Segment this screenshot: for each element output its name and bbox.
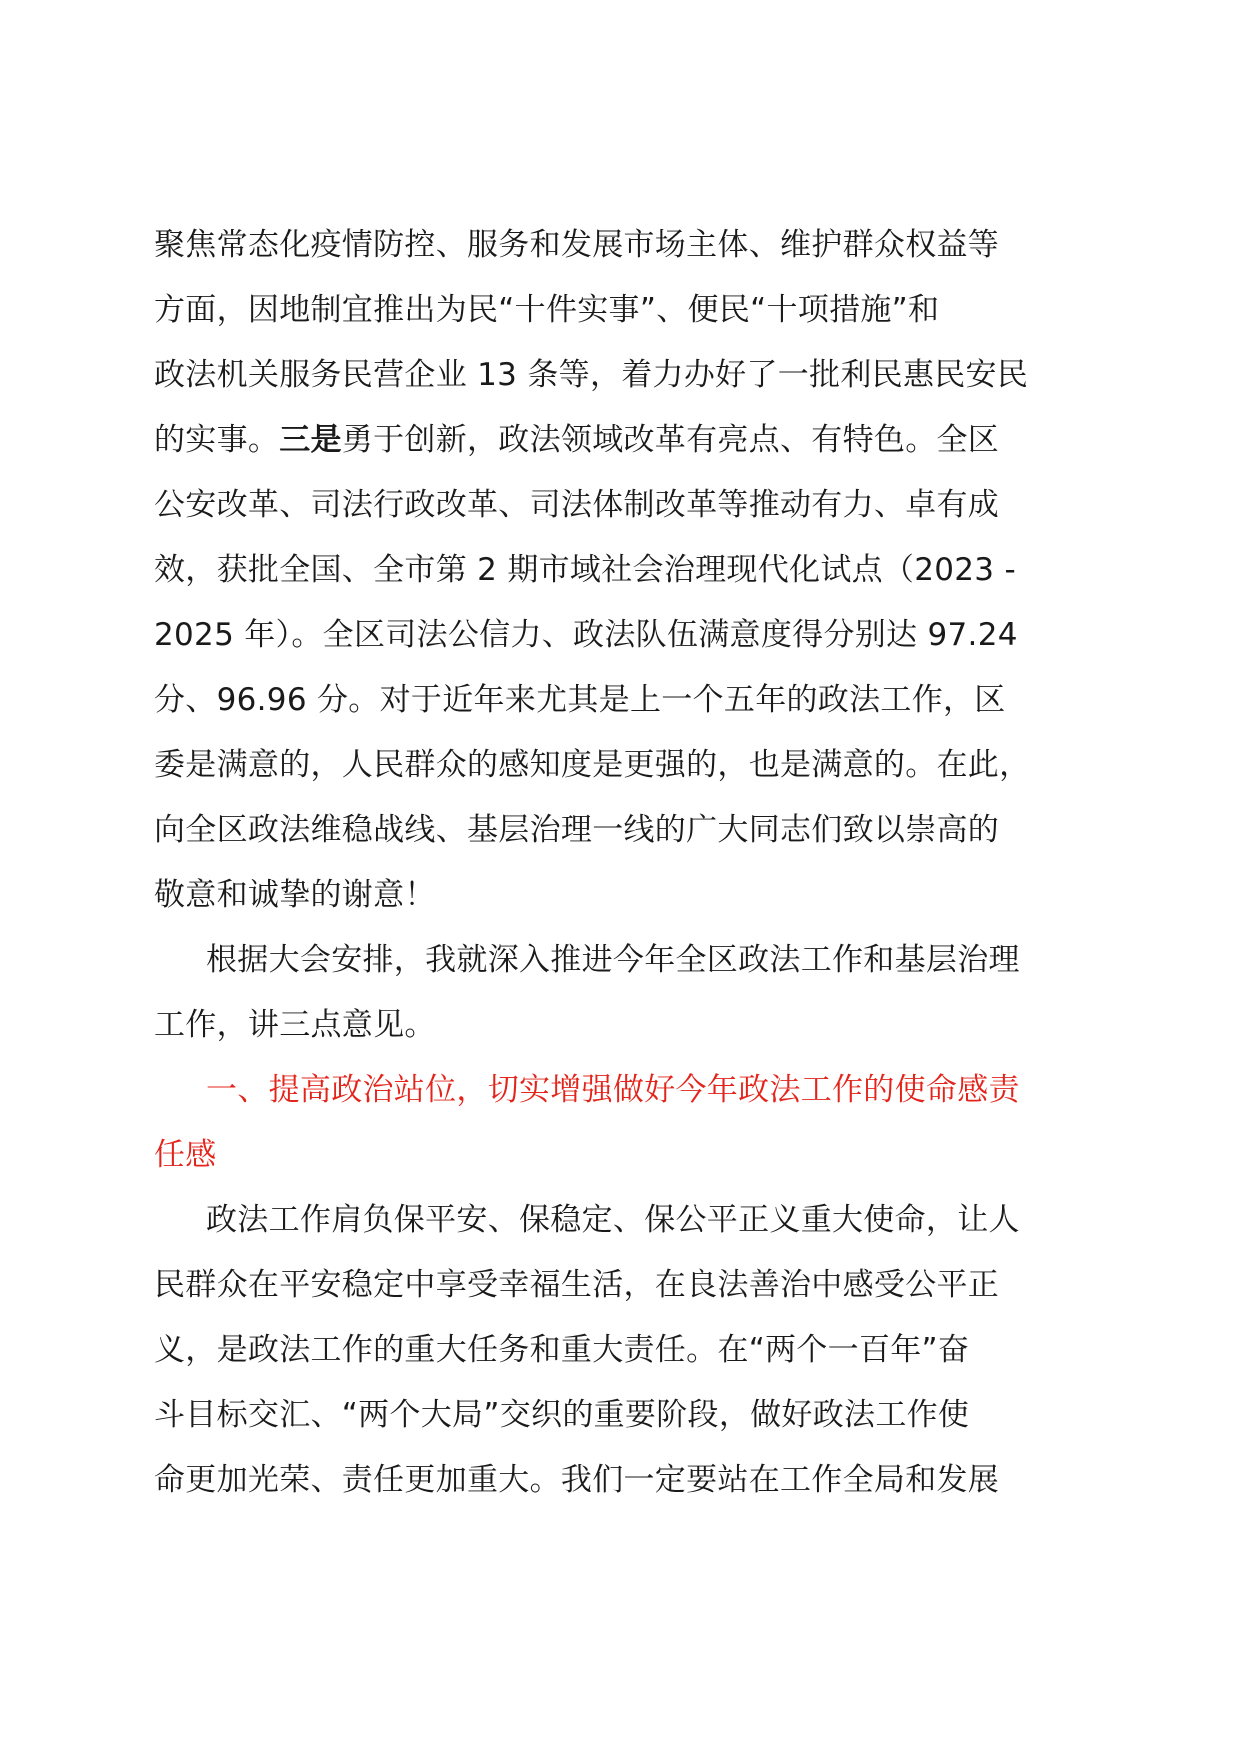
- text-fragment: 勇于创新，政法领域改革有亮点、有特色。全区: [341, 422, 1000, 458]
- text-line: 聚焦常态化疫情防控、服务和发展市场主体、维护群众权益等: [154, 227, 1000, 263]
- text-line: 敬意和诚挚的谢意！: [154, 877, 436, 913]
- text-line: 命更加光荣、责任更加重大。我们一定要站在工作全局和发展: [154, 1462, 1000, 1498]
- text-line: 义，是政法工作的重大任务和重大责任。在“两个一百年”奋: [154, 1332, 970, 1368]
- text-line: [154, 408, 1094, 473]
- bold-marker: 三是: [279, 422, 342, 458]
- paragraph-achievements: [154, 213, 1094, 928]
- text-line: 斗目标交汇、“两个大局”交织的重要阶段，做好政法工作使: [154, 1397, 970, 1433]
- text-line: 效，获批全国、全市第 2 期市域社会治理现代化试点（2023 -: [154, 552, 1016, 588]
- paragraph-arrangement: [154, 928, 1094, 1058]
- text-line: 政法机关服务民营企业 13 条等，着力办好了一批利民惠民安民: [154, 357, 1029, 393]
- text-fragment: 的实事。: [154, 422, 280, 458]
- document-page: [154, 213, 1094, 1513]
- text-line: 公安改革、司法行政改革、司法体制改革等推动有力、卓有成: [154, 487, 1000, 523]
- text-line: 工作，讲三点意见。: [154, 1007, 436, 1043]
- text-line: 根据大会安排，我就深入推进今年全区政法工作和基层治理: [206, 942, 1020, 978]
- text-line: 向全区政法维稳战线、基层治理一线的广大同志们致以崇高的: [154, 812, 1000, 848]
- heading-line: 任感: [154, 1137, 217, 1173]
- text-line: 委是满意的，人民群众的感知度是更强的，也是满意的。在此，: [154, 747, 1031, 783]
- heading-line: 一、提高政治站位，切实增强做好今年政法工作的使命感责: [206, 1072, 1020, 1108]
- text-line: 民群众在平安稳定中享受幸福生活，在良法善治中感受公平正: [154, 1267, 1000, 1303]
- text-line: 2025 年）。全区司法公信力、政法队伍满意度得分别达 97.24: [154, 617, 1018, 653]
- section-heading-1: [154, 1058, 1094, 1188]
- paragraph-mission: [154, 1188, 1094, 1513]
- text-line: 政法工作肩负保平安、保稳定、保公平正义重大使命，让人: [206, 1202, 1020, 1238]
- text-line: 分、96.96 分。对于近年来尤其是上一个五年的政法工作，区: [154, 682, 1006, 718]
- text-line: 方面，因地制宜推出为民“十件实事”、便民“十项措施”和: [154, 292, 940, 328]
